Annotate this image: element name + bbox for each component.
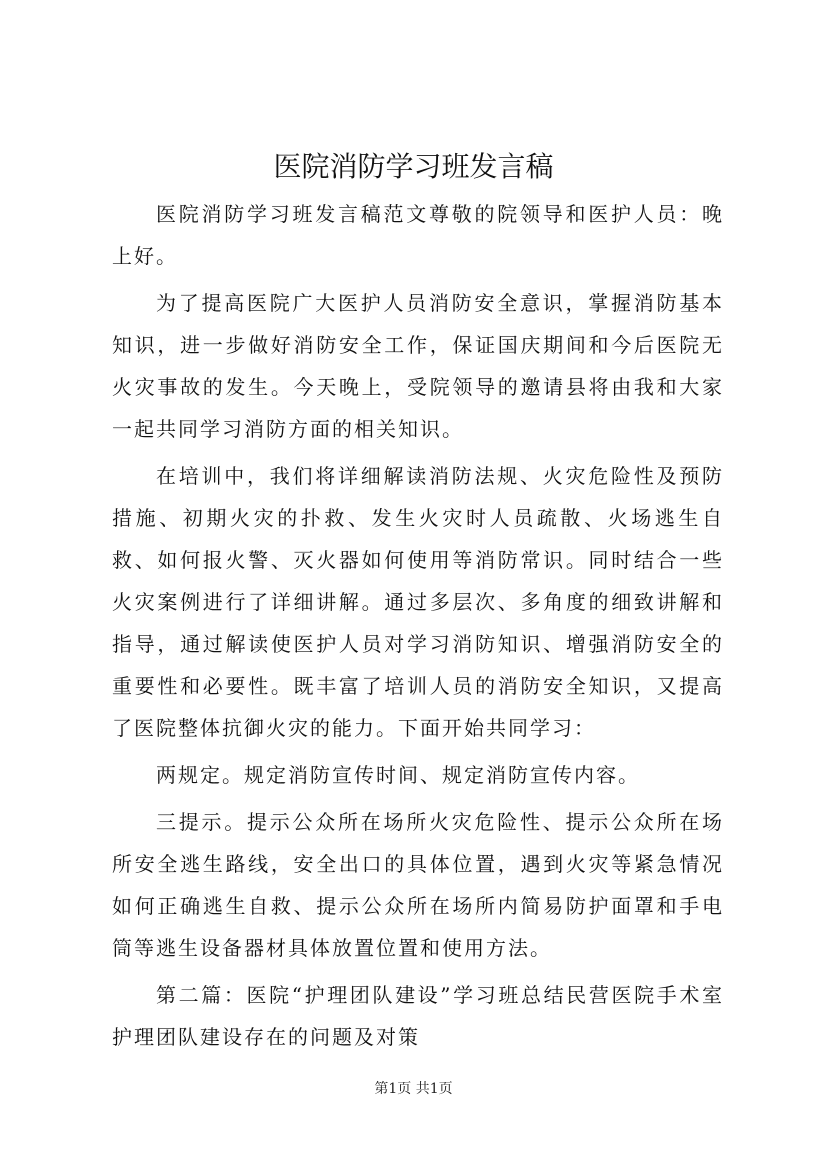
page-number-footer: 第1页 共1页 — [374, 1081, 453, 1097]
document-title: 医院消防学习班发言稿 — [273, 150, 554, 183]
paragraph-two-rules: 两规定。规定消防宣传时间、规定消防宣传内容。 — [156, 763, 640, 787]
paragraph-purpose: 为了提高医院广大医护人员消防安全意识，掌握消防基本知识，进一步做好消防安全工作，保证国庆期间和今后医院无火灾事故的发生。今天晚上，受院领导的邀请县将由我和大家一起共同学习消防方面的相关知识。 — [112, 291, 724, 441]
paragraph-greeting: 医院消防学习班发言稿范文尊敬的院领导和医护人员：晚上好。 — [112, 202, 724, 268]
paragraph-second-part: 第二篇：医院“护理团队建设”学习班总结民营医院手术室护理团队建设存在的问题及对策 — [112, 983, 724, 1049]
paragraph-three-tips: 三提示。提示公众所在场所火灾危险性、提示公众所在场所安全逃生路线，安全出口的具体位置，遇到火灾等紧急情况如何正确逃生自救、提示公众所在场所内简易防护面罩和手电筒等逃生设备器材具体放置位置和使用方法。 — [112, 810, 724, 960]
document-body — [112, 193, 724, 1063]
paragraph-training: 在培训中，我们将详细解读消防法规、火灾危险性及预防措施、初期火灾的扑救、发生火灾时人员疏散、火场逃生自救、如何报火警、灭火器如何使用等消防常识。同时结合一些火灾案例进行了详细讲解。通过多层次、多角度的细致讲解和指导，通过解读使医护人员对学习消防知识、增强消防安全的重要性和必要性。既丰富了培训人员的消防安全知识，又提高了医院整体抗御火灾的能力。下面开始共同学习： — [112, 464, 724, 740]
